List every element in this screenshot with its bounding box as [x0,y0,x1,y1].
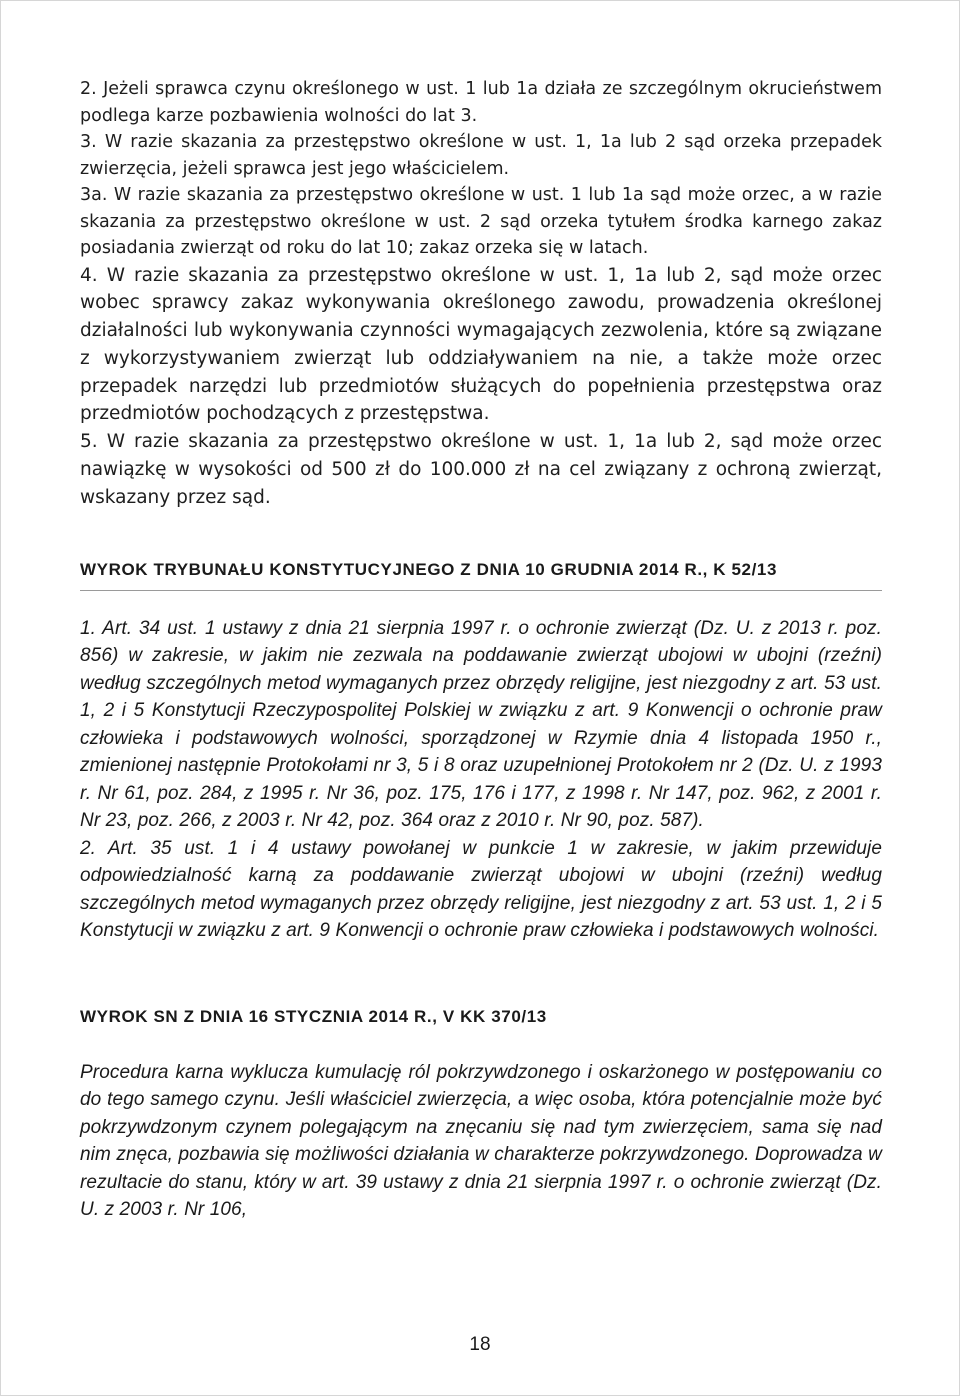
document-body [80,76,882,1224]
tk-point-2: 2. Art. 35 ust. 1 i 4 ustawy powołanej w punkcie 1 w zakresie, w jakim przewiduje odpowiedzialność karną za poddawanie zwierząt ubojowi w ubojni (rzeźni) według szczególnych metod wymaganych przez obrzędy religijne, jest niezgodny z art. 53 ust. 1, 2 i 5 Konstytucji w związku z art. 9 Konwencji o ochronie praw człowieka i podstawowych wolności. [80,837,882,942]
spacer [80,512,882,560]
sn-thesis: Procedura karna wyklucza kumulację ról pokrzywdzonego i oskarżonego w postępowaniu co do tego samego czynu. Jeśli właściciel zwierzęcia, a więc osoba, która potencjalnie może być pokrzywdzonym czynem polegającym na znęcaniu się nad tym zwierzęciem, sama się nad nim znęca, pozbawia się możliwości działania w charakterze pokrzywdzonego. Doprowadza w rezultacie do stanu, który w art. 39 ustawy z dnia 21 sierpnia 1997 r. o ochronie zwierząt (Dz. U. z 2003 r. Nr 106, [80,1061,882,1221]
paragraph-ust-5: 5. W razie skazania za przestępstwo określone w ust. 1, 1a lub 2, sąd może orzec nawiązkę w wysokości od 500 zł do 100.000 zł na cel związany z ochroną zwierząt, wskazany przez sąd. [80,431,882,508]
spacer [80,591,882,615]
paragraph-ust-4: 4. W razie skazania za przestępstwo określone w ust. 1, 1a lub 2, sąd może orzec wobec sprawcy zakaz wykonywania określonego zawodu, prowadzenia określonej działalności lub wykonywania czynności wymagających zezwolenia, które są związane z wykorzystywaniem zwierząt lub oddziaływaniem na nie, a także może orzec przepadek narzędzi lub przedmiotów służących do popełnienia przestępstwa oraz przedmiotów pochodzących z przestępstwa. [80,264,882,425]
paragraph-ust-3: 3. W razie skazania za przestępstwo określone w ust. 1, 1a lub 2 sąd orzeka przepadek zwierzęcia, jeżeli sprawca jest jego właścicielem. [80,132,882,179]
page-number: 18 [469,1334,491,1355]
tk-point-1: 1. Art. 34 ust. 1 ustawy z dnia 21 sierpnia 1997 r. o ochronie zwierząt (Dz. U. z 2013 r. poz. 856) w zakresie, w jakim nie zezwala na poddawanie zwierząt ubojowi w ubojni (rzeźni) według szczególnych metod wymaganych przez obrzędy religijne, jest niezgodny z art. 53 ust. 1, 2 i 5 Konstytucji Rzeczypospolitej Polskiej w związku z art. 9 Konwencji o ochronie praw człowieka i podstawowych wolności, sporządzonej w Rzymie dnia 4 listopada 1950 r., zmienionej następnie Protokołami nr 3, 5 i 8 oraz uzupełnionej Protokołem nr 2 (Dz. U. z 1993 r. Nr 61, poz. 284, z 1995 r. Nr 36, poz. 175, 176 i 177, z 1998 r. Nr 147, poz. 962, z 2001 r. Nr 23, poz. 266, z 2003 r. Nr 42, poz. 364 oraz z 2010 r. Nr 90, poz. 587). [80,617,882,832]
paragraph-ust-2: 2. Jeżeli sprawca czynu określonego w ust. 1 lub 1a działa ze szczególnym okrucieństwem podlega karze pozbawienia wolności do lat 3. [80,79,882,126]
section-heading-tk: WYROK TRYBUNAŁU KONSTYTUCYJNEGO Z DNIA 10 GRUDNIA 2014 R., K 52/13 [80,560,882,591]
section-heading-sn: WYROK SN Z DNIA 16 STYCZNIA 2014 R., V KK 370/13 [80,1006,547,1026]
spacer [80,1027,882,1059]
paragraph-ust-3a: 3a. W razie skazania za przestępstwo określone w ust. 1 lub 1a sąd może orzec, a w razie skazania za przestępstwo określone w ust. 2 sąd orzeka tytułem środka karnego zakaz posiadania zwierząt od roku do lat 10; zakaz orzeka się w latach. [80,185,882,258]
spacer [80,945,882,1007]
